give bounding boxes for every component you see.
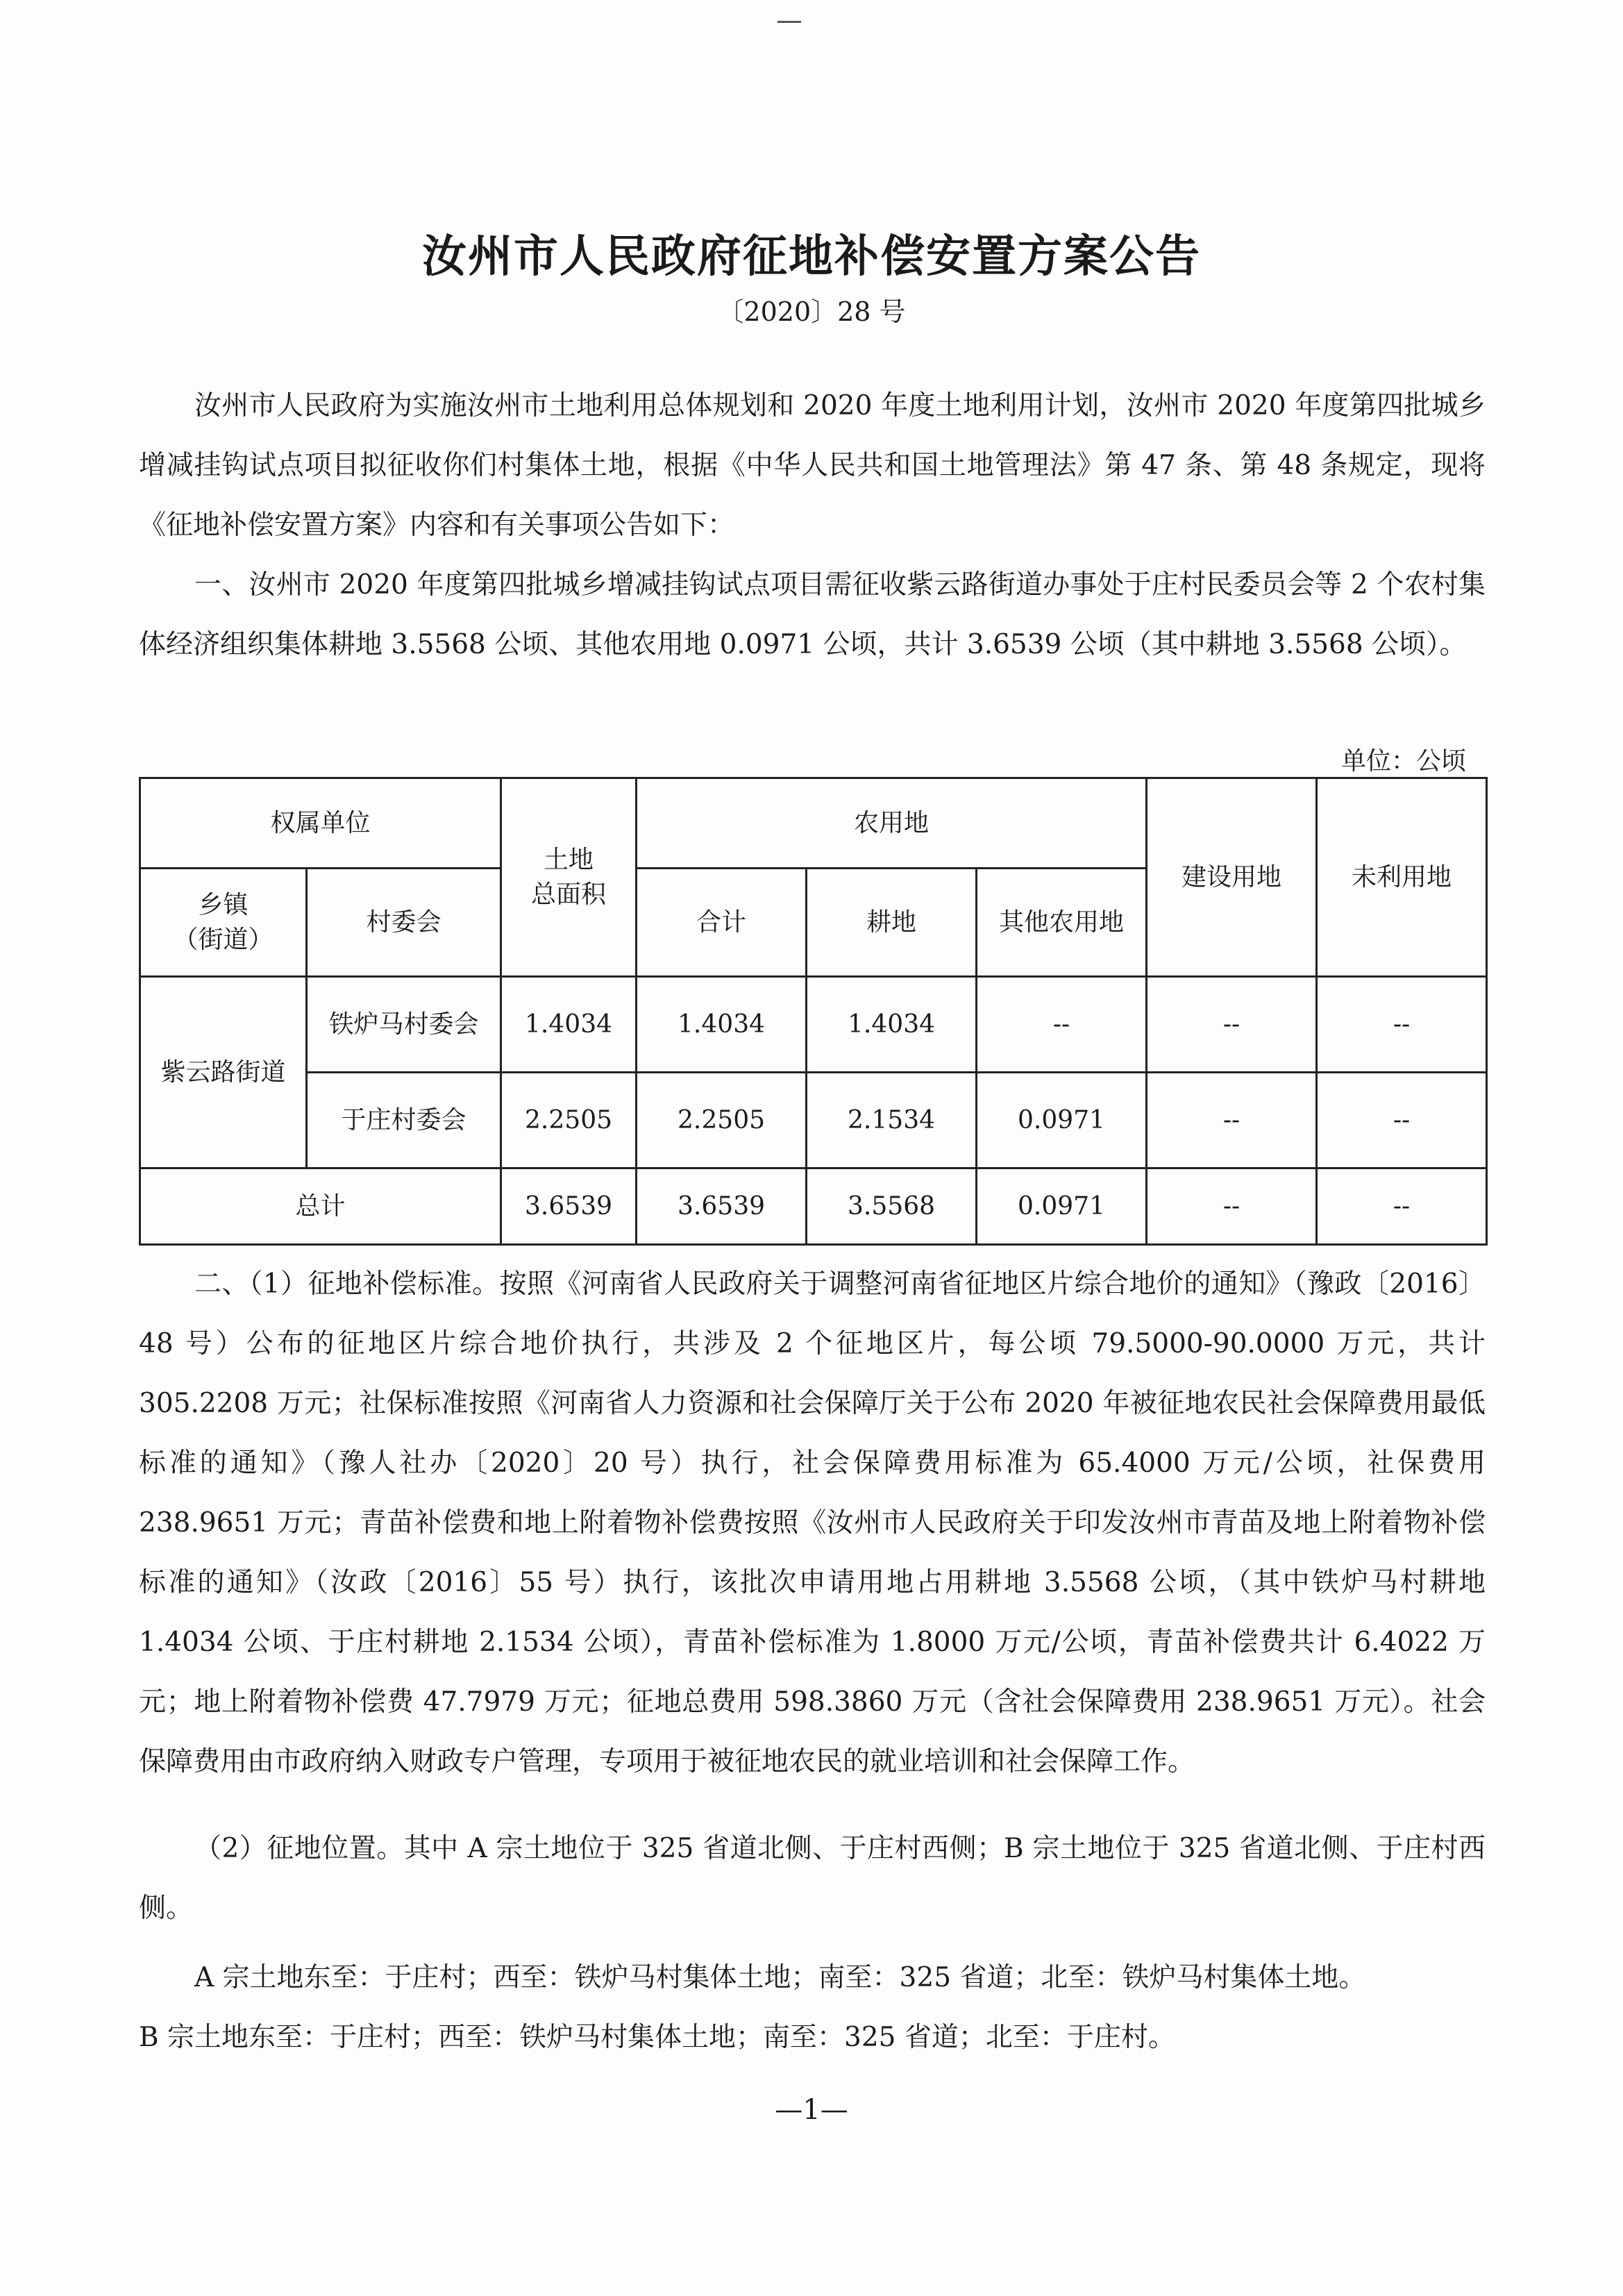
page-number: —1— [775,2094,848,2126]
unused-cell: -- [1317,1168,1487,1245]
scan-mark [777,21,801,23]
construction-cell: -- [1147,977,1317,1073]
unit-label: 单位：公顷 [1340,747,1466,776]
header-total-area: 土地 总面积 [501,778,637,977]
other-agri-cell: -- [977,977,1147,1073]
village-cell: 于庄村委会 [307,1073,501,1168]
header-unused: 未利用地 [1317,778,1487,977]
table-row [140,1073,1487,1168]
document-number: 〔2020〕28 号 [717,296,906,327]
header-owner: 权属单位 [140,778,501,869]
construction-cell: -- [1147,1168,1317,1245]
village-cell: 铁炉马村委会 [307,977,501,1073]
header-farmland: 耕地 [807,869,977,977]
farmland-cell: 2.1534 [807,1073,977,1168]
subtotal-cell: 3.6539 [637,1168,807,1245]
header-town: 乡镇 （街道） [140,869,307,977]
total-area-cell: 1.4034 [501,977,637,1073]
intro-paragraph: 汝州市人民政府为实施汝州市土地利用总体规划和 2020 年度土地利用计划，汝州市 2020 年度第四批城乡增减挂钩试点项目拟征收你们村集体土地，根据《中华人民共和国土地管理法》第 47 条、第 48 条规定，现将《征地补偿安置方案》内容和有关事项公告如下： [139,390,1486,541]
construction-cell: -- [1147,1073,1317,1168]
unused-cell: -- [1317,1073,1487,1168]
header-construction: 建设用地 [1147,778,1317,977]
subtotal-cell: 2.2505 [637,1073,807,1168]
farmland-cell: 3.5568 [807,1168,977,1245]
header-agricultural: 农用地 [637,778,1147,869]
section-2-2-paragraph: （2）征地位置。其中 A 宗土地位于 325 省道北侧、于庄村西侧；B 宗土地位于 325 省道北侧、于庄村西侧。 [139,1833,1486,1924]
farmland-cell: 1.4034 [807,977,977,1073]
boundary-a-paragraph: A 宗土地东至：于庄村；西至：铁炉马村集体土地；南至：325 省道；北至：铁炉马村集体土地。 [194,1962,1366,1993]
boundary-b-paragraph: B 宗土地东至：于庄村；西至：铁炉马村集体土地；南至：325 省道；北至：于庄村。 [139,2022,1175,2053]
total-area-cell: 3.6539 [501,1168,637,1245]
total-row [140,1168,1487,1245]
town-cell: 紫云路街道 [140,977,307,1168]
unused-cell: -- [1317,977,1487,1073]
section-1-paragraph: 一、汝州市 2020 年度第四批城乡增减挂钩试点项目需征收紫云路街道办事处于庄村民委员会等 2 个农村集体经济组织集体耕地 3.5568 公顷、其他农用地 0.0971 公顷，共计 3.6539 公顷（其中耕地 3.5568 公顷）。 [139,569,1486,660]
other-agri-cell: 0.0971 [977,1073,1147,1168]
header-village: 村委会 [307,869,501,977]
other-agri-cell: 0.0971 [977,1168,1147,1245]
total-label: 总计 [140,1168,501,1245]
subtotal-cell: 1.4034 [637,977,807,1073]
table-row [140,977,1487,1073]
header-other-agri: 其他农用地 [977,869,1147,977]
section-2-1-paragraph: 二、（1）征地补偿标准。按照《河南省人民政府关于调整河南省征地区片综合地价的通知》（豫政〔2016〕48 号）公布的征地区片综合地价执行，共涉及 2 个征地区片，每公顷 79.5000-90.0000 万元，共计 305.2208 万元；社保标准按照《河南省人力资源和社会保障厅关于公布 2020 年被征地农民社会保障费用最低标准的通知》（豫人社办〔2020〕20 号）执行，社会保障费用标准为 65.4000 万元/公顷，社保费用 238.9651 万元；青苗补偿费和地上附着物补偿费按照《汝州市人民政府关于印发汝州市青苗及地上附着物补偿标准的通知》（汝政〔2016〕55 号）执行，该批次申请用地占用耕地 3.5568 公顷，（其中铁炉马村耕地 1.4034 公顷、于庄村耕地 2.1534 公顷），青苗补偿标准为 1.8000 万元/公顷，青苗补偿费共计 6.4022 万元；地上附着物补偿费 47.7979 万元；征地总费用 598.3860 万元（含社会保障费用 238.9651 万元）。社会保障费用由市政府纳入财政专户管理，专项用于被征地农民的就业培训和社会保障工作。 [139,1268,1486,1777]
total-area-cell: 2.2505 [501,1073,637,1168]
header-subtotal: 合计 [637,869,807,977]
land-table [139,777,1488,1246]
document-title: 汝州市人民政府征地补偿安置方案公告 [422,231,1201,283]
